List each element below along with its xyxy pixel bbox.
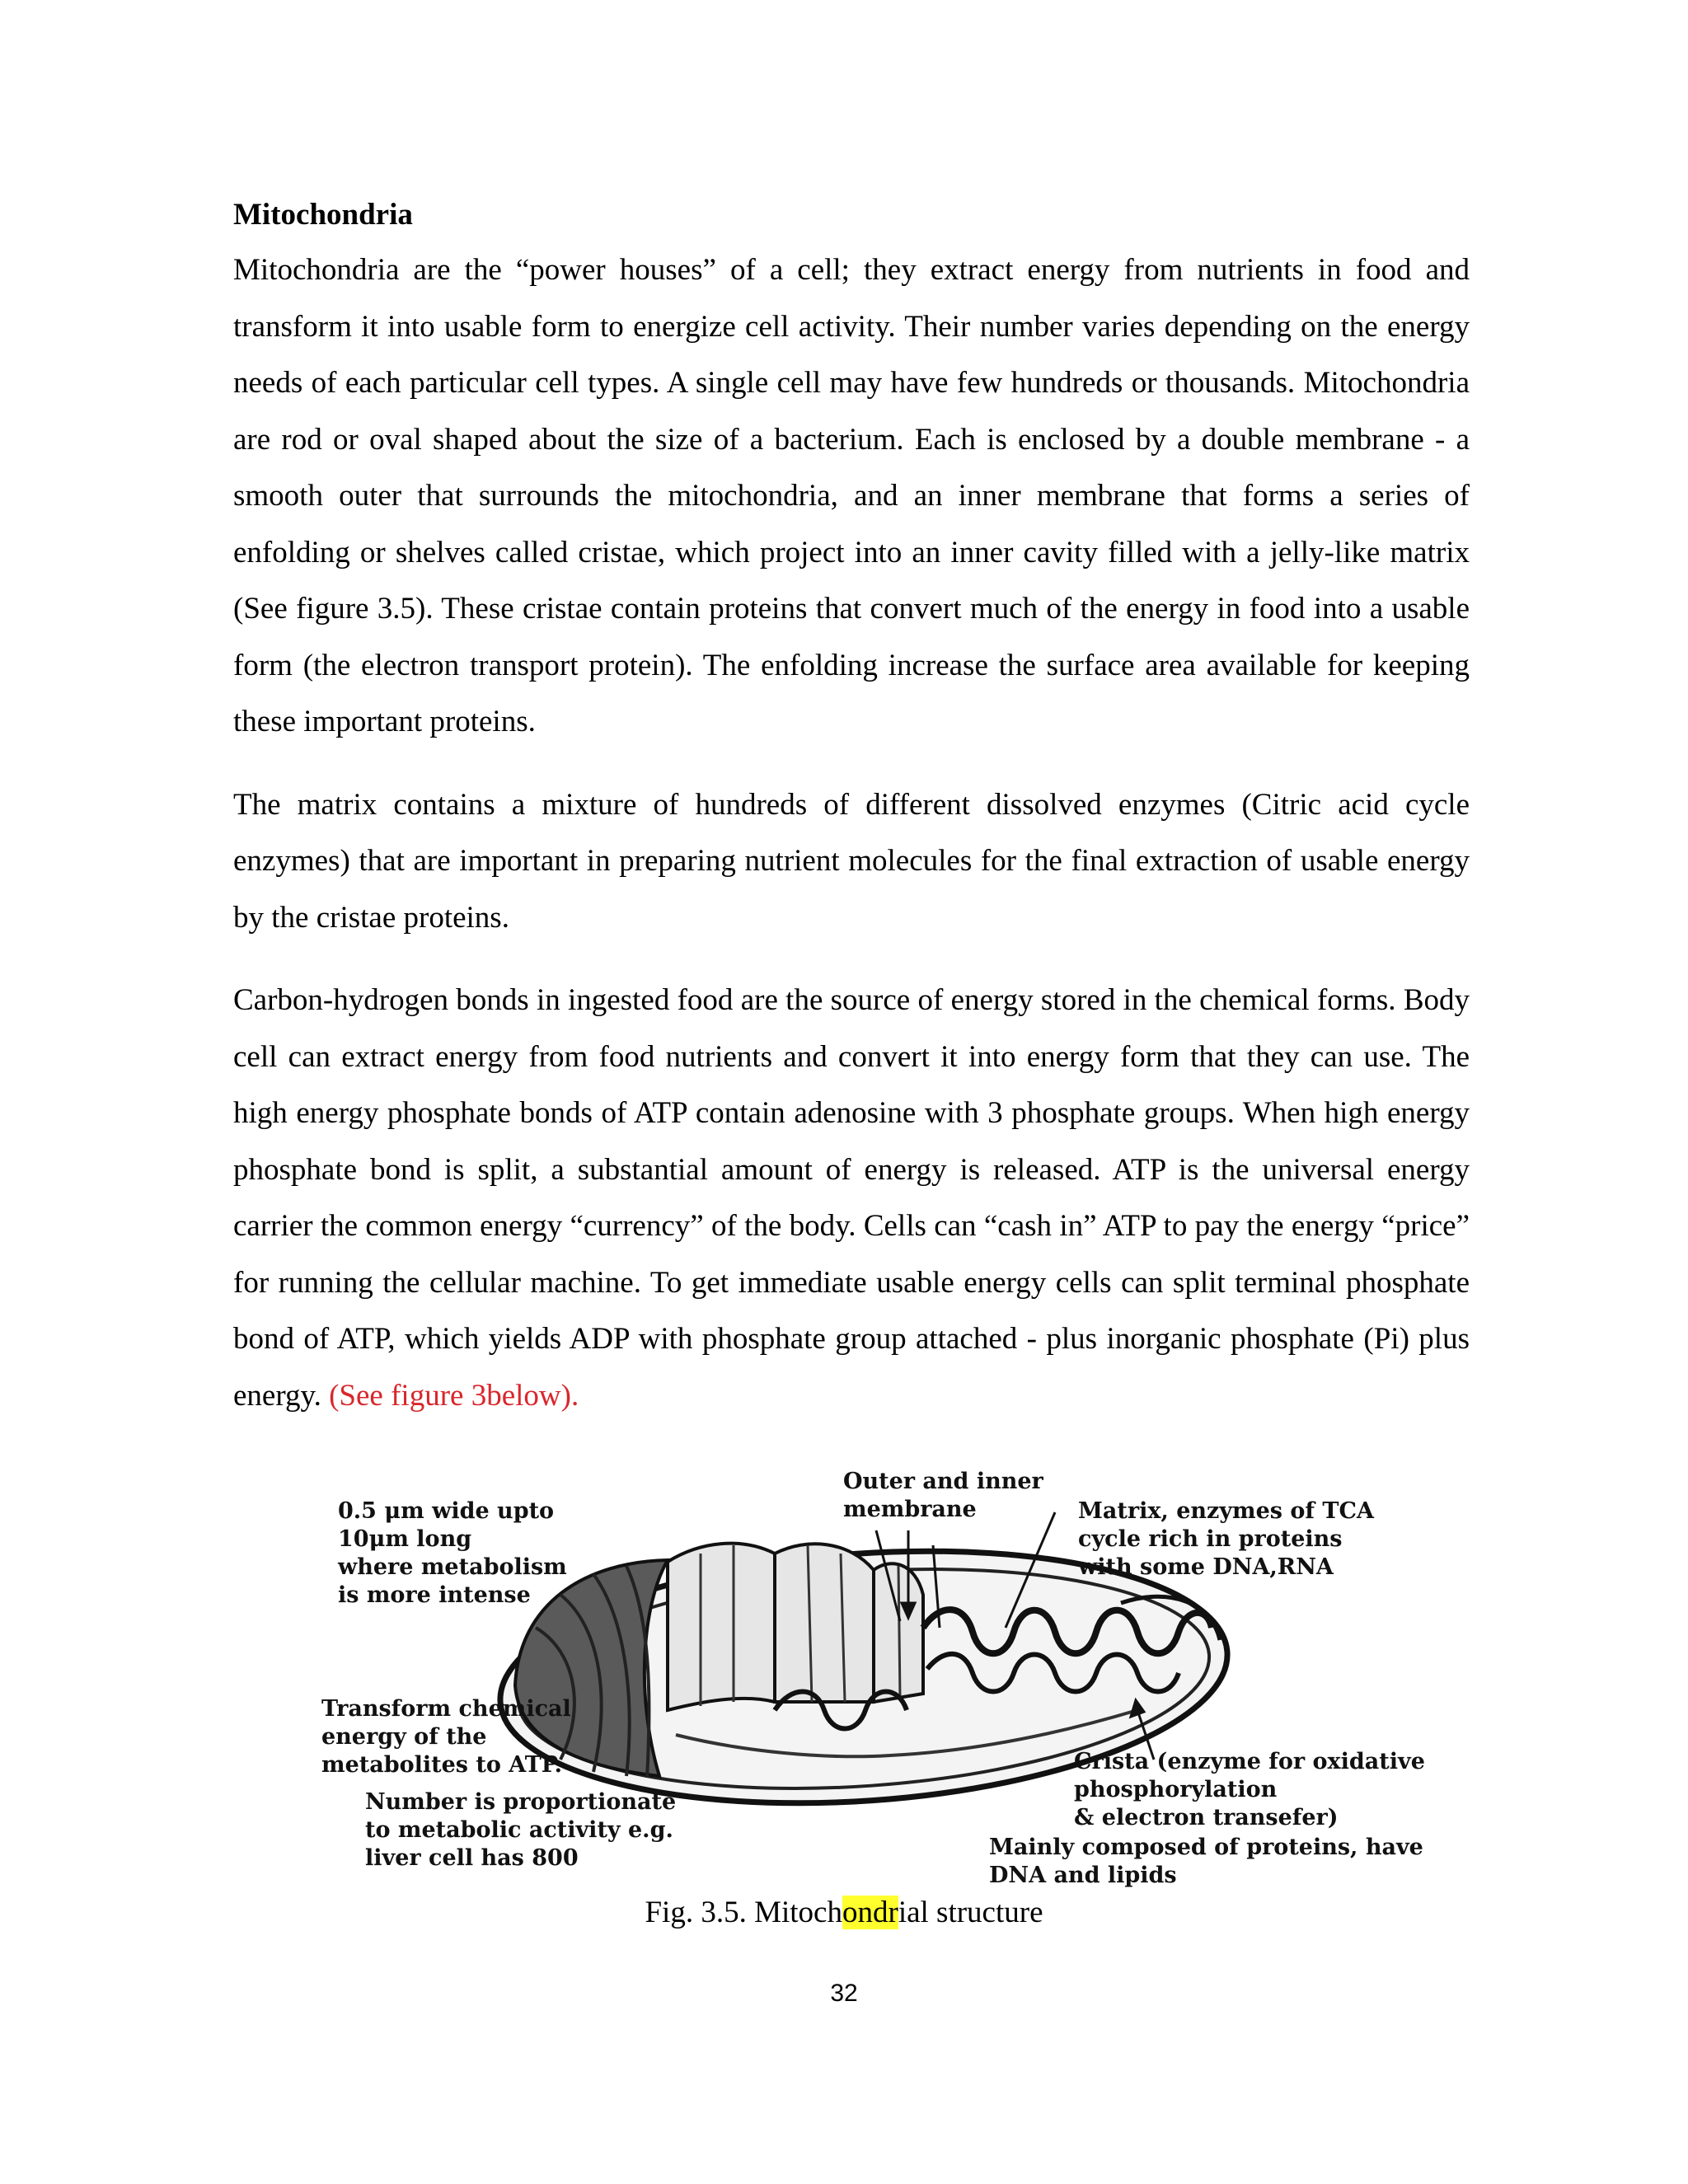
label-matrix: Matrix, enzymes of TCA cycle rich in proteins with some DNA,RNA — [1078, 1498, 1374, 1580]
label-crista: Crista (enzyme for oxidative phosphorylation & electron transefer) — [1074, 1749, 1425, 1830]
paragraph-3 — [233, 972, 1470, 1424]
caption-start: Fig. 3.5. Mitoch — [645, 1896, 842, 1929]
section-heading: Mitochondria — [233, 198, 413, 232]
figure-reference: (See figure 3below). — [329, 1378, 579, 1413]
page-number: 32 — [830, 1980, 858, 2007]
paragraph-2: The matrix contains a mixture of hundreds of different dissolved enzymes (Citric acid cycle enzymes) that are important in preparing nutrient molecules for the final extraction of usable energy by the cristae proteins. — [233, 787, 1470, 935]
label-membrane: Outer and inner membrane — [843, 1469, 1043, 1522]
label-size: 0.5 μm wide upto 10μm long where metabolism is more intense — [338, 1498, 567, 1608]
label-transform: Transform chemical energy of the metabolites to ATP. — [321, 1696, 571, 1778]
paragraph-1: Mitochondria are the “power houses” of a cell; they extract energy from nutrients in food and transform it into usable form to energize cell activity. Their number varies depending on the energy needs of each particular cell types. A single cell may have few hundreds or thousands. Mitochondria are rod or oval shaped about the size of a bacterium. Each is enclosed by a double membrane - a smooth outer that surrounds the mitochondria, and an inner membrane that forms a series of enfolding or shelves called cristae, which project into an inner cavity filled with a jelly-like matrix (See figure 3.5). These cristae contain proteins that convert much of the energy in food into a usable form (the electron transport protein). The enfolding increase the surface area available for keeping these important proteins. — [233, 253, 1470, 738]
mitochondria-figure — [313, 1463, 1467, 1912]
body-text — [233, 194, 1470, 1424]
caption-end: ial structure — [898, 1896, 1043, 1929]
figure-caption — [0, 1892, 1688, 1933]
paragraph-3-text: Carbon-hydrogen bonds in ingested food are the source of energy stored in the chemical forms. Body cell can extract energy from food nutrients and convert it into energy form that they can use. The high energy phosphate bonds of ATP contain adenosine with 3 phosphate groups. When high energy phosphate bond is split, a substantial amount of energy is released. ATP is the universal energy carrier the common energy “currency” of the body. Cells can “cash in” ATP to pay the energy “price” for running the cellular machine. To get immediate usable energy cells can split terminal phosphate bond of ATP, which yields ADP with phosphate group attached - plus inorganic phosphate (Pi) plus energy. — [233, 983, 1470, 1413]
label-number: Number is proportionate to metabolic activity e.g. liver cell has 800 — [365, 1789, 677, 1871]
caption-highlight: ondr — [842, 1896, 898, 1929]
label-composition: Mainly composed of proteins, have DNA and lipids — [989, 1835, 1423, 1888]
